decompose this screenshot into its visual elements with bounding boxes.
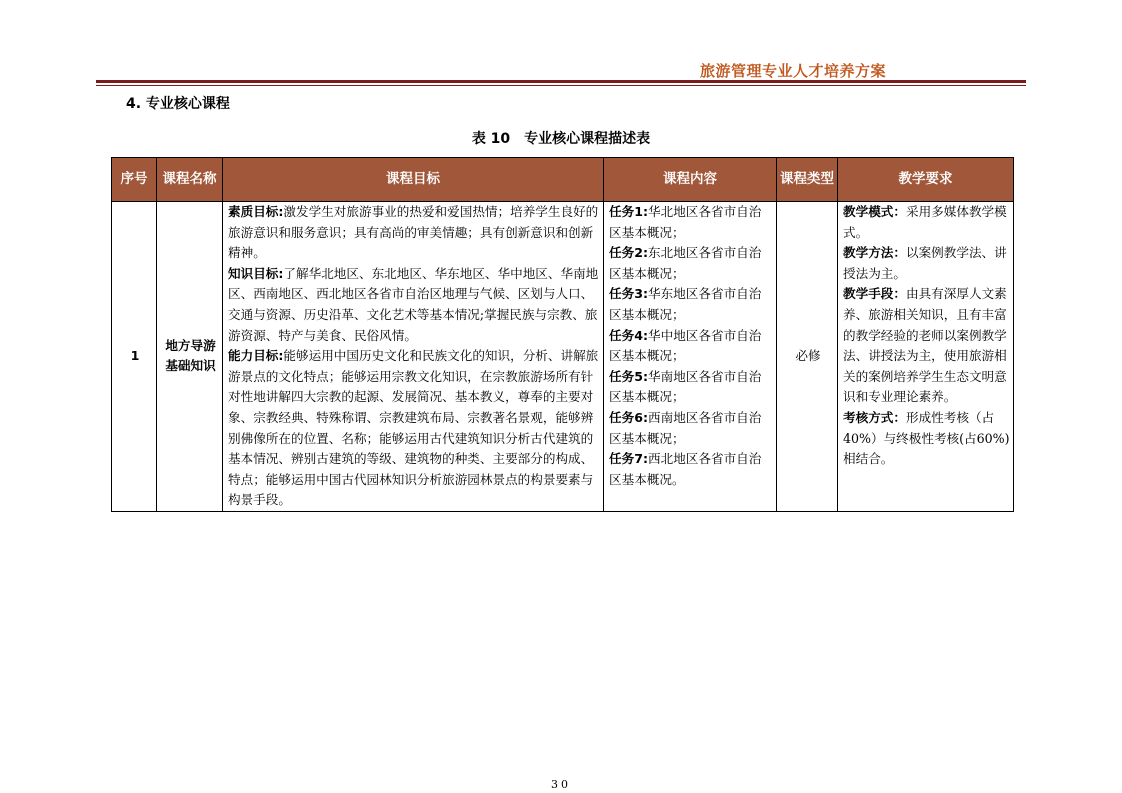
objective-text: 了解华北地区、东北地区、华东地区、华中地区、华南地区、西南地区、西北地区各省市自治区地理与气候、区划与人口、交通与资源、历史沿革、文化艺术等基本情况;掌握民族与宗教、旅游资源、特产与美食、民俗风情。 [228,265,599,343]
requirement-text: 采用多媒体教学模式。 [843,204,1007,240]
table-caption [0,128,1122,148]
col-header-type: 课程类型 [777,158,838,202]
requirement-label: 教学模式： [843,204,906,219]
task-text: 华东地区各省市自治区基本概况； [609,286,762,322]
document-title: 旅游管理专业人才培养方案 [699,62,886,80]
task-text: 华北地区各省市自治区基本概况； [609,204,762,240]
task-text: 西北地区各省市自治区基本概况。 [609,451,762,487]
table-number: 表 10 [471,131,511,147]
task-label: 任务7: [609,451,648,467]
requirement-item [843,284,1010,408]
task-text: 东北地区各省市自治区基本概况； [609,245,762,281]
header-rule-thin [96,85,1026,86]
task-label: 任务6: [609,409,648,425]
teaching-requirements [838,202,1014,512]
task-text: 华中地区各省市自治区基本概况； [609,327,762,364]
task-text: 华南地区各省市自治区基本概况； [609,368,762,405]
table-row [112,202,1014,512]
objective-ability [228,346,600,511]
requirement-label: 教学方法： [843,245,906,261]
objective-label: 能力目标: [228,348,284,364]
objective-quality [228,202,600,264]
task-label: 任务4: [609,327,648,343]
objective-knowledge [228,264,600,346]
table-header-row [112,158,1014,202]
task-item [609,243,773,284]
task-item [609,408,773,449]
requirement-label: 考核方式： [843,409,906,425]
col-header-no: 序号 [112,158,157,202]
requirement-label: 教学手段： [843,286,906,302]
task-text: 西南地区各省市自治区基本概况； [609,409,762,446]
col-header-content: 课程内容 [604,158,777,202]
objective-text: 激发学生对旅游事业的热爱和爱国热情；培养学生良好的旅游意识和服务意识；具有高尚的审美情趣；具有创新意识和创新精神。 [228,204,599,261]
section-heading: 4. 专业核心课程 [126,96,230,112]
col-header-requirements: 教学要求 [838,158,1014,202]
objective-label: 知识目标: [228,265,284,281]
requirement-text: 以案例教学法、讲授法为主。 [843,245,1007,281]
requirement-item [843,408,1010,470]
course-type: 必修 [777,202,838,512]
requirement-item [843,243,1010,284]
task-item [609,367,773,408]
requirement-text: 由具有深厚人文素养、旅游相关知识，且有丰富的教学经验的老师以案例教学法、讲授法为主，使用旅游相关的案例培养学生生态文明意识和专业理论素养。 [843,286,1007,405]
course-content [604,202,777,512]
table-title: 专业核心课程描述表 [524,131,651,147]
objective-label: 素质目标: [228,204,284,219]
task-item [609,449,773,490]
task-label: 任务3: [609,286,648,302]
col-header-name: 课程名称 [157,158,223,202]
task-label: 任务2: [609,245,648,261]
task-item [609,326,773,367]
col-header-objectives: 课程目标 [223,158,604,202]
task-label: 任务5: [609,368,648,384]
task-item [609,284,773,325]
header-rule [96,80,1026,83]
objective-text: 能够运用中国历史文化和民族文化的知识，分析、讲解旅游景点的文化特点；能够运用宗教文化知识，在宗教旅游场所有针对性地讲解四大宗教的起源、发展简况、基本教义，尊奉的主要对象、宗教经典、特殊称谓、宗教建筑布局、宗教著名景观，能够辨别佛像所在的位置、名称；能够运用古代建筑知识分析古代建筑的基本情况、辨别古建筑的等级、建筑物的种类、主要部分的构成、特点；能够运用中国古代园林知识分析旅游园林景点的构景要素与构景手段。 [228,348,599,508]
task-label: 任务1: [609,204,648,219]
page-number: 30 [551,778,571,791]
course-objectives [223,202,604,512]
course-name: 地方导游基础知识 [157,202,223,512]
requirement-item [843,202,1010,243]
row-number: 1 [112,202,157,512]
requirement-text: 形成性考核（占40%）与终极性考核(占60%)相结合。 [843,409,1010,467]
core-course-table [111,157,1014,512]
task-item [609,202,773,243]
